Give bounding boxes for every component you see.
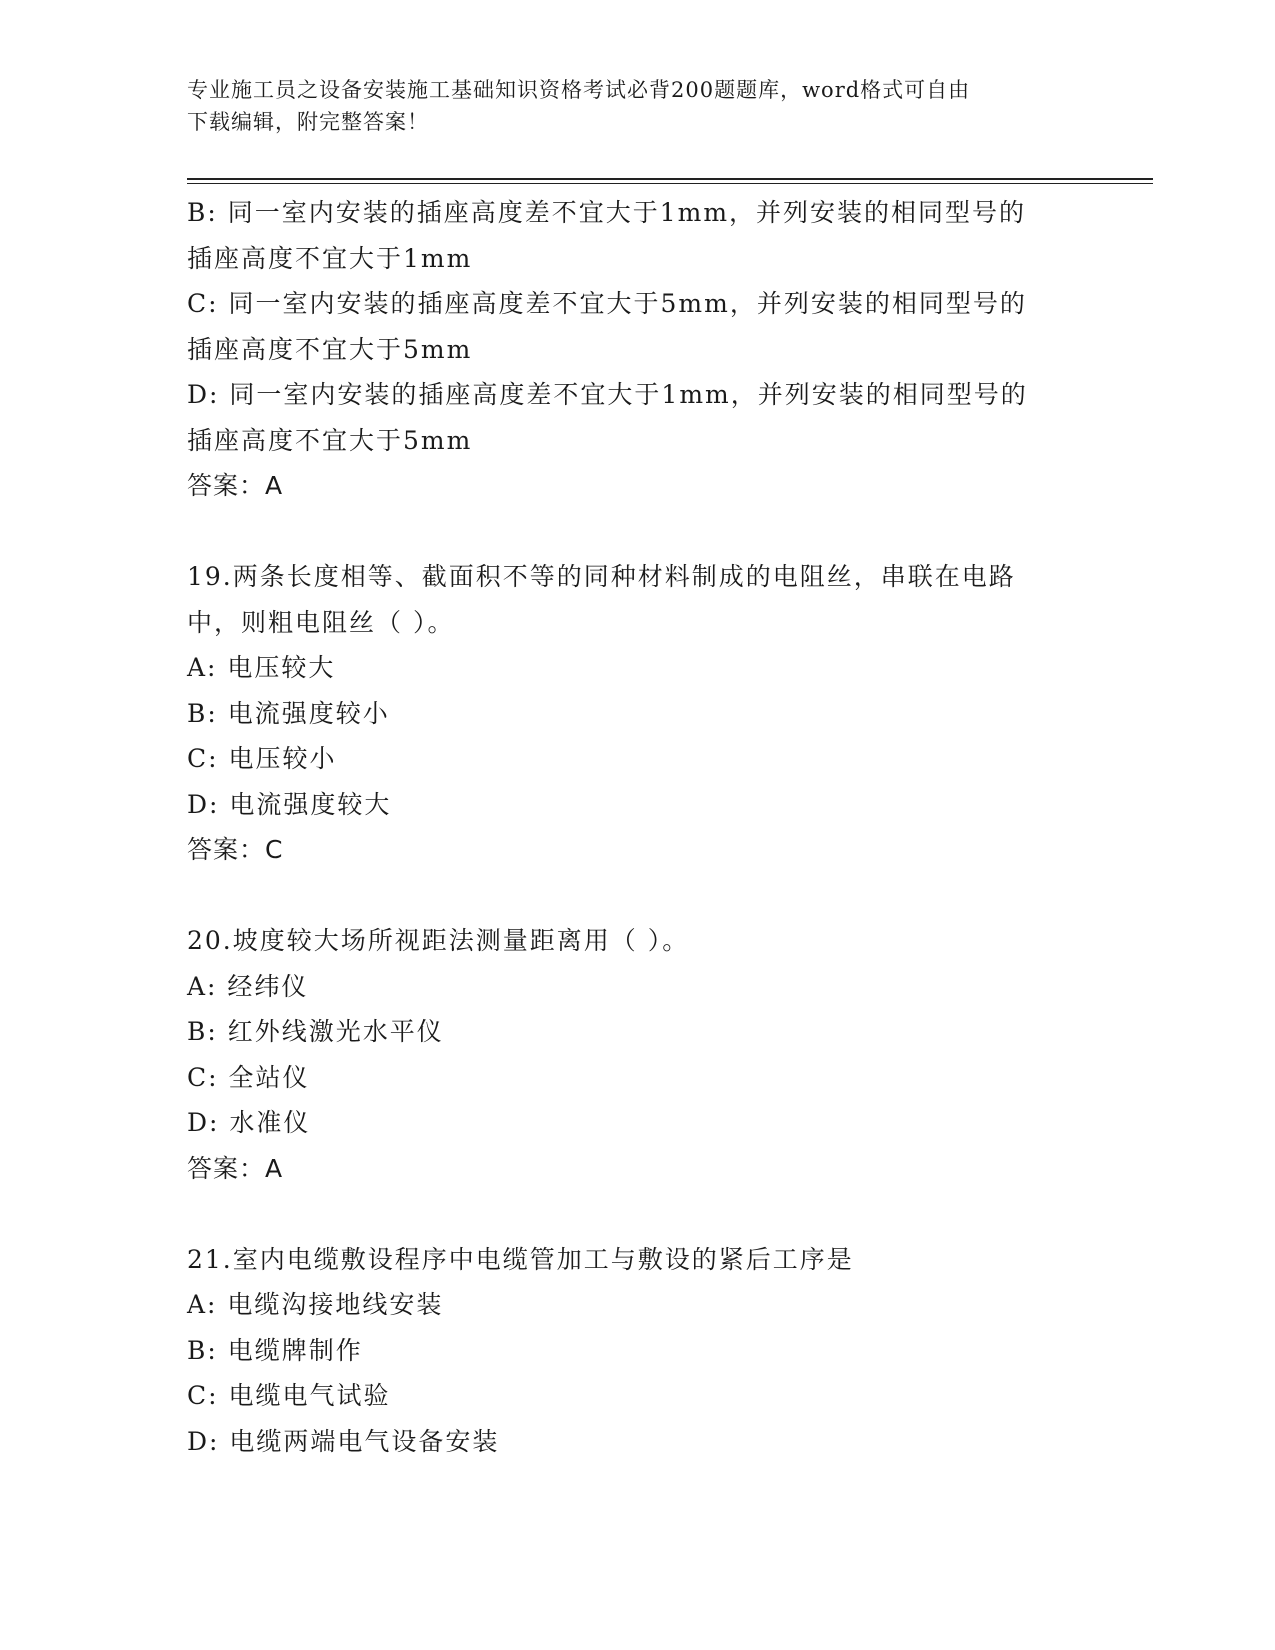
question-stem-line-2: 中，则粗电阻丝（ ）。 [187, 607, 455, 637]
option-b: B: 电缆牌制作 [187, 1335, 363, 1365]
option-a: A: 经纬仪 [187, 971, 309, 1001]
document-header [187, 74, 1067, 138]
option-b-line-1: B: 同一室内安装的插座高度差不宜大于1mm，并列安装的相同型号的 [187, 198, 1027, 227]
question-stem-line-1: 19.两条长度相等、截面积不等的同种材料制成的电阻丝，串联在电路 [187, 562, 1016, 591]
option-c: C: 全站仪 [187, 1062, 310, 1092]
header-divider-thick [187, 178, 1153, 180]
option-c-line-1: C: 同一室内安装的插座高度差不宜大于5mm，并列安装的相同型号的 [187, 289, 1027, 318]
spacer [187, 873, 1077, 919]
option-a: A: 电压较大 [187, 653, 336, 682]
option-b-line-2: 插座高度不宜大于1mm [187, 243, 473, 273]
header-divider-thin [187, 183, 1153, 184]
question-stem: 20.坡度较大场所视距法测量距离用（ ）。 [187, 926, 690, 955]
answer: 答案：C [187, 835, 284, 864]
answer: 答案：A [187, 471, 284, 500]
question-list [187, 190, 1077, 1464]
question-21 [187, 1237, 1077, 1465]
option-d-line-1: D: 同一室内安装的插座高度差不宜大于1mm，并列安装的相同型号的 [187, 380, 1028, 409]
spacer [187, 509, 1077, 555]
option-c: C: 电缆电气试验 [187, 1381, 391, 1410]
option-c-line-2: 插座高度不宜大于5mm [187, 334, 473, 364]
option-b: B: 红外线激光水平仪 [187, 1017, 444, 1046]
spacer [187, 1191, 1077, 1237]
option-d: D: 电缆两端电气设备安装 [187, 1426, 500, 1456]
option-a: A: 电缆沟接地线安装 [187, 1290, 444, 1319]
header-title-line-1: 专业施工员之设备安装施工基础知识资格考试必背200题题库，word格式可自由 [187, 78, 971, 102]
answer: 答案：A [187, 1153, 284, 1183]
question-19 [187, 554, 1077, 873]
option-d: D: 水准仪 [187, 1108, 311, 1137]
question-18 [187, 190, 1077, 509]
option-d: D: 电流强度较大 [187, 789, 392, 819]
question-20 [187, 918, 1077, 1191]
option-b: B: 电流强度较小 [187, 698, 390, 728]
option-c: C: 电压较小 [187, 744, 337, 773]
question-stem: 21.室内电缆敷设程序中电缆管加工与敷设的紧后工序是 [187, 1244, 854, 1274]
option-d-line-2: 插座高度不宜大于5mm [187, 425, 473, 455]
header-title-line-2: 下载编辑，附完整答案！ [187, 110, 429, 134]
